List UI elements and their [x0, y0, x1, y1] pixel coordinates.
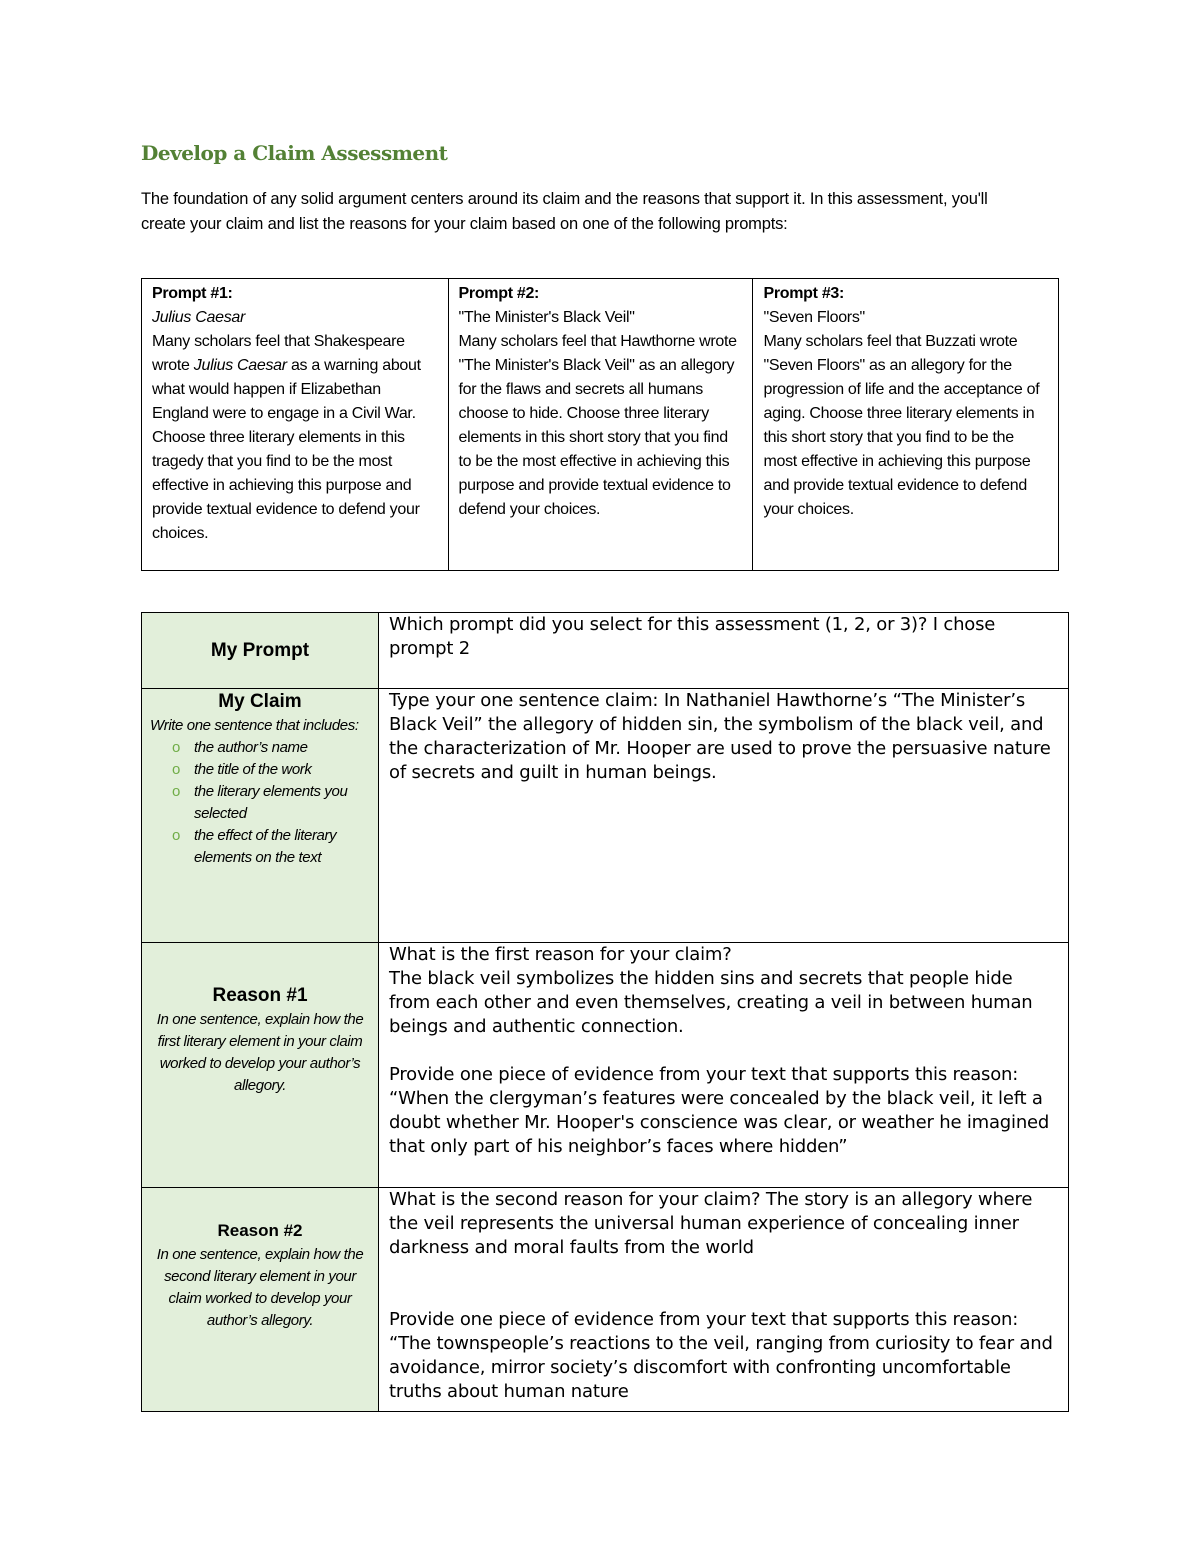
- row-label: Reason #2: [217, 1221, 303, 1240]
- prompt-text: Many scholars feel that Hawthorne wrote "The Minister's Black Veil" as an allegory for the flaws and secrets all humans choose to hide. Choose three literary elements in this short story that you find to be the most effective in achieving this purpose and provide textual evidence to defend your choices.: [458, 333, 737, 518]
- reason-2-answer-field[interactable]: [379, 1188, 1069, 1412]
- prompt-heading: Prompt #1:: [152, 285, 233, 302]
- prompt-text: Many scholars feel that Buzzati wrote "Seven Floors" as an allegory for the progression of life and the acceptance of aging. Choose three literary elements in this short story that you find to be the most effective in achieving this purpose and provide textual evidence to defend your choices.: [763, 333, 1040, 518]
- claim-checklist: [150, 737, 370, 869]
- prompts-table: [141, 278, 1059, 571]
- intro-paragraph: The foundation of any solid argument centers around its claim and the reasons that support it. In this assessment, you'll create your claim and list the reasons for your claim based on one of the following prompts:: [141, 190, 988, 233]
- row-label: My Prompt: [210, 639, 310, 661]
- table-row: [142, 689, 1069, 943]
- prompt-text-italic: Julius Caesar: [193, 357, 287, 374]
- prompt-answer-field[interactable]: Which prompt did you select for this assessment (1, 2, or 3)? I chose prompt 2: [379, 613, 1069, 689]
- prompt-heading: Prompt #3:: [763, 285, 845, 302]
- prompt-3-cell: [753, 279, 1059, 571]
- row-label: Reason #1: [212, 985, 308, 1006]
- prompt-heading: Prompt #2:: [458, 285, 540, 302]
- page-title: Develop a Claim Assessment: [141, 141, 448, 165]
- row-label-cell: [142, 689, 379, 943]
- row-label-cell: [142, 613, 379, 689]
- table-row: [142, 943, 1069, 1188]
- table-row: [142, 1188, 1069, 1412]
- reason-evidence: Provide one piece of evidence from your text that supports this reason: “When the clergyman’s features were concealed by the black veil, it left a doubt whether Mr. Hooper's conscience was clear, or weather he imagined that only part of his neighbor’s faces where hidden”: [389, 1064, 1050, 1157]
- reason-answer: The black veil symbolizes the hidden sins and secrets that people hide from each other and even themselves, creating a veil in between human beings and authentic connection.: [389, 968, 1033, 1037]
- list-item: o the author’s name: [172, 737, 370, 759]
- row-label-cell: [142, 943, 379, 1188]
- list-item: o the title of the work: [172, 759, 370, 781]
- reason-evidence: Provide one piece of evidence from your text that supports this reason: “The townspeople’s reactions to the veil, ranging from curiosity to fear and avoidance, mirror society’s discomfort with confronting uncomfortable truths about human nature: [389, 1309, 1053, 1402]
- prompt-work: "Seven Floors": [763, 309, 865, 326]
- row-label-cell: [142, 1188, 379, 1412]
- prompt-1-cell: [142, 279, 449, 571]
- assessment-table: [141, 612, 1069, 1412]
- prompt-text-part: as a warning about what would happen if Elizabethan England were to engage in a Civil War. Choose three literary elements in this tragedy that you find to be the most effective in achieving this purpose and provide textual evidence to defend your choices.: [152, 357, 421, 542]
- prompt-work: Julius Caesar: [152, 309, 246, 326]
- prompt-work: "The Minister's Black Veil": [458, 309, 635, 326]
- row-instructions: In one sentence, explain how the second literary element in your claim worked to develop your author’s allegory.: [156, 1246, 364, 1329]
- prompt-text-part: Many scholars feel that Shakespeare wrote: [152, 333, 405, 374]
- prompt-text: [152, 330, 438, 546]
- reason-1-answer-field[interactable]: [379, 943, 1069, 1188]
- reason-question: What is the first reason for your claim?: [389, 944, 732, 965]
- claim-answer-field[interactable]: Type your one sentence claim: In Nathaniel Hawthorne’s “The Minister’s Black Veil” the allegory of hidden sin, the symbolism of the black veil, and the characterization of Mr. Hooper are used to prove the persuasive nature of secrets and guilt in human beings.: [379, 689, 1069, 943]
- row-instructions: In one sentence, explain how the first literary element in your claim worked to develop your author’s allegory.: [156, 1011, 364, 1094]
- list-item: o the literary elements you selected: [172, 781, 370, 825]
- table-row: [142, 613, 1069, 689]
- list-item: o the effect of the literary elements on the text: [172, 825, 370, 869]
- row-instructions: Write one sentence that includes:: [150, 717, 359, 734]
- row-label: My Claim: [218, 691, 302, 712]
- reason-answer: What is the second reason for your claim? The story is an allegory where the veil represents the universal human experience of concealing inner darkness and moral faults from the world: [389, 1189, 1033, 1258]
- prompt-2-cell: [448, 279, 753, 571]
